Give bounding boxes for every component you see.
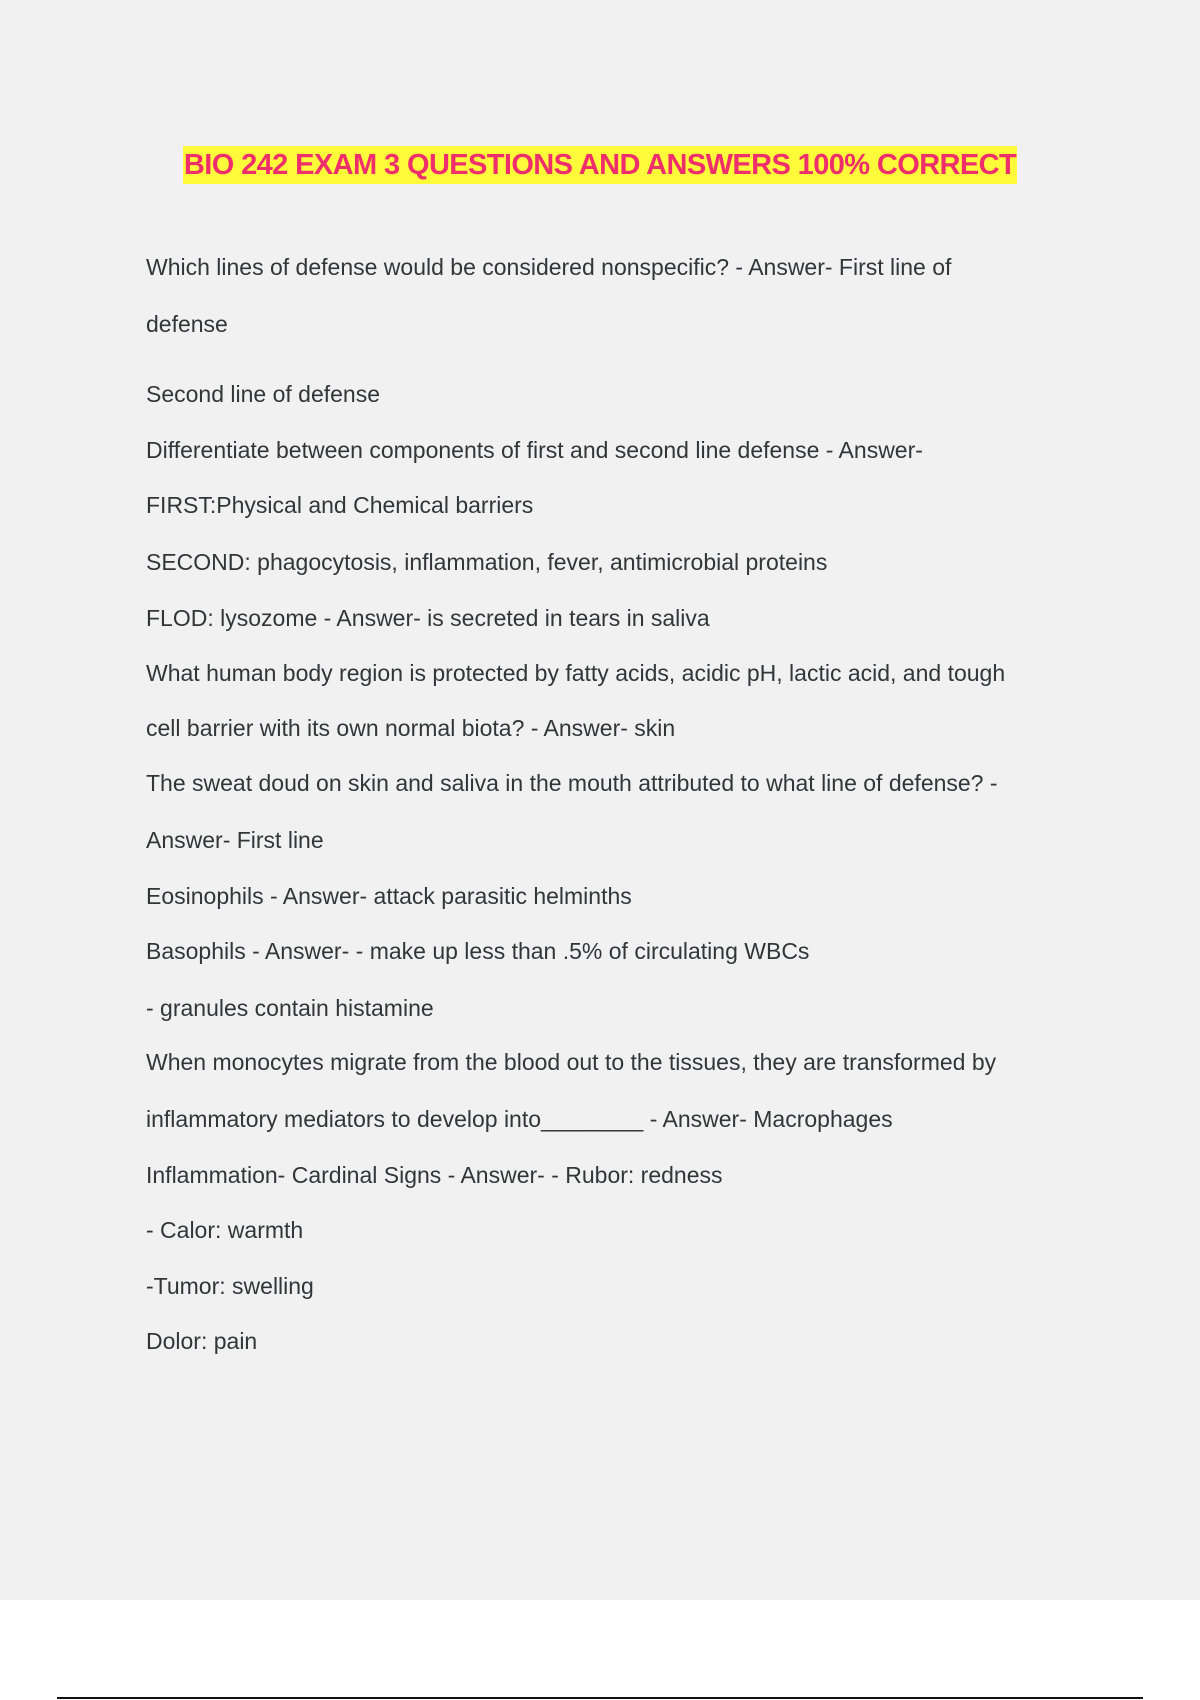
text-line: -Tumor: swelling	[146, 1273, 314, 1299]
text-line: Second line of defense	[146, 381, 381, 407]
text-line: - Calor: warmth	[146, 1217, 304, 1243]
text-line: FIRST:Physical and Chemical barriers	[146, 492, 534, 518]
text-line: cell barrier with its own normal biota? - Answer- skin	[146, 715, 676, 741]
text-line: Dolor: pain	[146, 1328, 258, 1354]
text-line: The sweat doud on skin and saliva in the mouth attributed to what line of defense? -	[146, 770, 998, 796]
text-line: - granules contain histamine	[146, 995, 434, 1021]
page-divider-rule	[57, 1697, 1143, 1699]
text-line: Which lines of defense would be considered nonspecific? - Answer- First line of	[146, 254, 952, 280]
text-line: When monocytes migrate from the blood out to the tissues, they are transformed by	[146, 1049, 997, 1075]
text-line: Differentiate between components of first and second line defense - Answer-	[146, 437, 923, 463]
text-line: Eosinophils - Answer- attack parasitic helminths	[146, 883, 632, 909]
document-title: BIO 242 EXAM 3 QUESTIONS AND ANSWERS 100% CORRECT	[183, 146, 1017, 184]
text-line: Answer- First line	[146, 827, 324, 853]
next-page-area	[0, 1600, 1200, 1700]
text-line: Basophils - Answer- - make up less than .5% of circulating WBCs	[146, 938, 810, 964]
text-line: What human body region is protected by fatty acids, acidic pH, lactic acid, and tough	[146, 660, 1006, 686]
text-line: Inflammation- Cardinal Signs - Answer- - Rubor: redness	[146, 1162, 723, 1188]
text-line: FLOD: lysozome - Answer- is secreted in tears in saliva	[146, 605, 710, 631]
text-line: defense	[146, 311, 228, 337]
text-line: inflammatory mediators to develop into________ - Answer- Macrophages	[146, 1106, 893, 1132]
text-line: SECOND: phagocytosis, inflammation, fever, antimicrobial proteins	[146, 549, 828, 575]
